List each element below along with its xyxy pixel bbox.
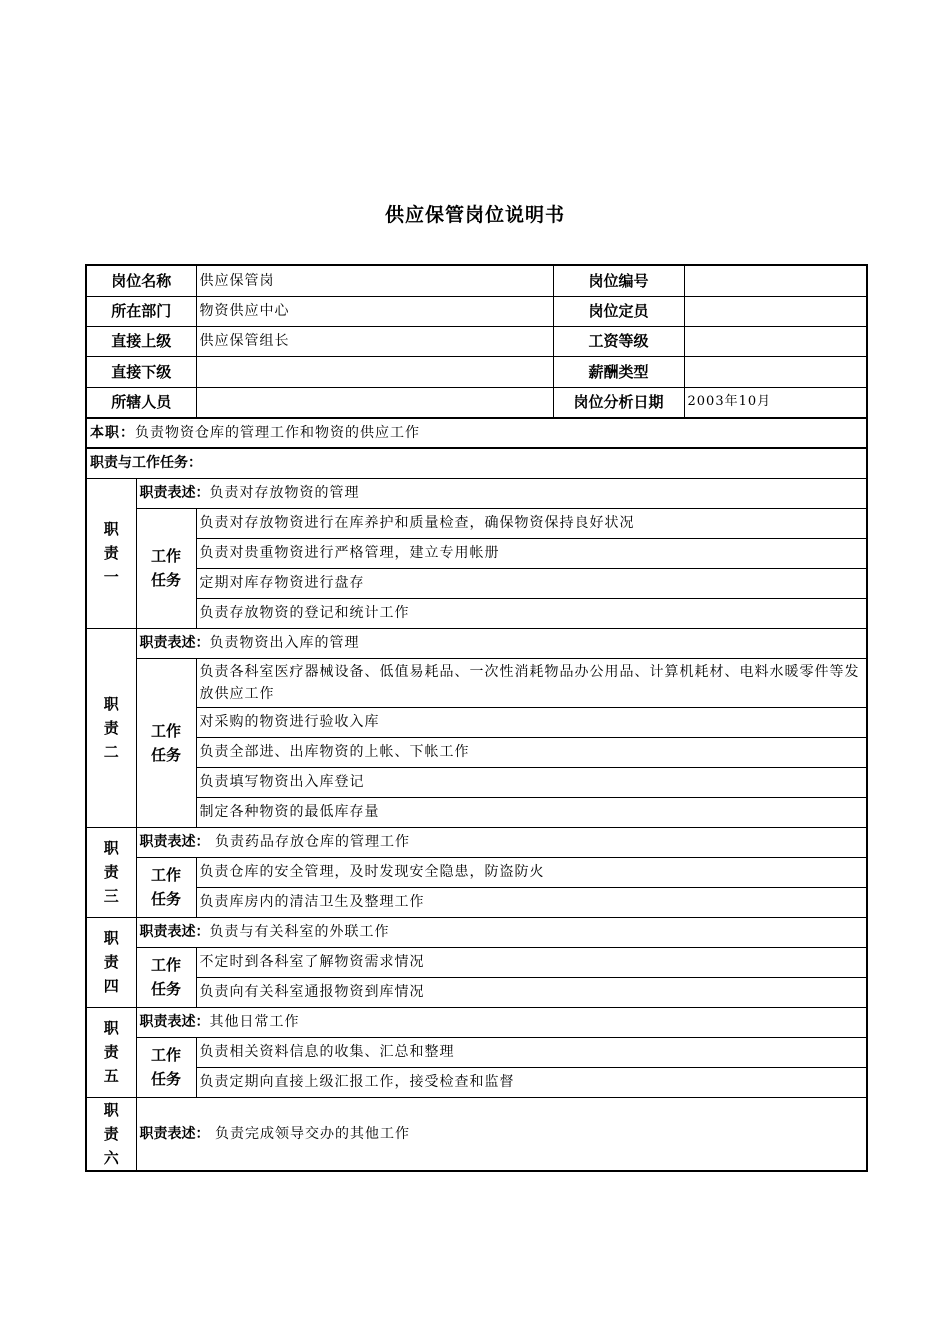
duty-label: 职 责 五 [86, 1007, 136, 1097]
field-label: 直接上级 [86, 326, 196, 356]
duty-label: 职 责 四 [86, 917, 136, 1007]
task-item: 定期对库存物资进行盘存 [196, 568, 867, 598]
task-item: 负责存放物资的登记和统计工作 [196, 598, 867, 628]
field-value: 物资供应中心 [196, 296, 553, 326]
duty-desc-row [86, 1007, 867, 1037]
basic-row [86, 387, 867, 418]
basic-row [86, 356, 867, 387]
field-value [684, 265, 867, 296]
duty-desc-row [86, 628, 867, 658]
task-label: 工作 任务 [136, 508, 196, 628]
field-value [684, 326, 867, 356]
field-label: 岗位定员 [553, 296, 684, 326]
task-item: 负责仓库的安全管理，及时发现安全隐患，防盗防火 [196, 857, 867, 887]
task-label: 工作 任务 [136, 857, 196, 917]
benzhi-text: 负责物资仓库的管理工作和物资的供应工作 [135, 425, 420, 441]
task-item: 负责向有关科室通报物资到库情况 [196, 977, 867, 1007]
duty-label: 职 责 六 [86, 1097, 136, 1171]
duty-desc: 其他日常工作 [209, 1014, 300, 1030]
field-value: 供应保管岗 [196, 265, 553, 296]
duty-desc-label: 职责表述： [139, 1125, 210, 1142]
task-item: 负责库房内的清洁卫生及整理工作 [196, 887, 867, 917]
field-value [196, 356, 553, 387]
page-title: 供应保管岗位说明书 [384, 204, 565, 226]
duty-desc: 负责与有关科室的外联工作 [209, 924, 390, 940]
task-item: 制定各种物资的最低库存量 [196, 797, 867, 827]
duty-desc: 负责对存放物资的管理 [209, 485, 360, 501]
field-label: 所在部门 [86, 296, 196, 326]
field-label: 所辖人员 [86, 387, 196, 418]
task-label: 工作 任务 [136, 1037, 196, 1097]
task-item: 不定时到各科室了解物资需求情况 [196, 947, 867, 977]
duty-label: 职 责 二 [86, 628, 136, 827]
field-value [684, 356, 867, 387]
benzhi-label: 本职： [90, 425, 135, 441]
task-item: 负责相关资料信息的收集、汇总和整理 [196, 1037, 867, 1067]
duty-desc-label: 职责表述： [139, 635, 210, 651]
basic-row [86, 326, 867, 356]
benzhi-row [86, 418, 867, 448]
section-header: 职责与工作任务： [86, 448, 867, 478]
field-value [684, 296, 867, 326]
duty-label: 职 责 三 [86, 827, 136, 917]
duty-desc: 负责完成领导交办的其他工作 [209, 1125, 410, 1142]
task-item: 负责全部进、出库物资的上帐、下帐工作 [196, 737, 867, 767]
duty-desc-label: 职责表述： [139, 485, 210, 501]
task-item: 负责各科室医疗器械设备、低值易耗品、一次性消耗物品办公用品、计算机耗材、电料水暖零件等发放供应工作 [196, 658, 867, 707]
duty-desc-row [86, 827, 867, 857]
duty-desc: 负责药品存放仓库的管理工作 [209, 834, 410, 850]
field-label: 岗位编号 [553, 265, 684, 296]
section-header-row [86, 448, 867, 478]
field-label: 岗位名称 [86, 265, 196, 296]
task-label: 工作 任务 [136, 658, 196, 827]
duty-desc-row [86, 478, 867, 508]
duty-desc-row [86, 1097, 867, 1171]
task-item: 负责填写物资出入库登记 [196, 767, 867, 797]
duty-desc-label: 职责表述： [139, 1014, 210, 1030]
task-item: 负责对贵重物资进行严格管理，建立专用帐册 [196, 538, 867, 568]
duty-label: 职 责 一 [86, 478, 136, 628]
field-label: 薪酬类型 [553, 356, 684, 387]
duty-desc-label: 职责表述： [139, 834, 210, 850]
field-value: 供应保管组长 [196, 326, 553, 356]
job-description-table [85, 264, 868, 1172]
duty-desc-label: 职责表述： [139, 924, 210, 940]
task-item: 负责定期向直接上级汇报工作，接受检查和监督 [196, 1067, 867, 1097]
basic-row [86, 296, 867, 326]
basic-row [86, 265, 867, 296]
field-value [196, 387, 553, 418]
field-label: 工资等级 [553, 326, 684, 356]
field-label: 岗位分析日期 [553, 387, 684, 418]
analysis-date: 2003年10月 [684, 387, 867, 418]
task-label: 工作 任务 [136, 947, 196, 1007]
field-label: 直接下级 [86, 356, 196, 387]
duty-desc: 负责物资出入库的管理 [209, 635, 360, 651]
task-item: 负责对存放物资进行在库养护和质量检查，确保物资保持良好状况 [196, 508, 867, 538]
duty-desc-row [86, 917, 867, 947]
task-item: 对采购的物资进行验收入库 [196, 707, 867, 737]
